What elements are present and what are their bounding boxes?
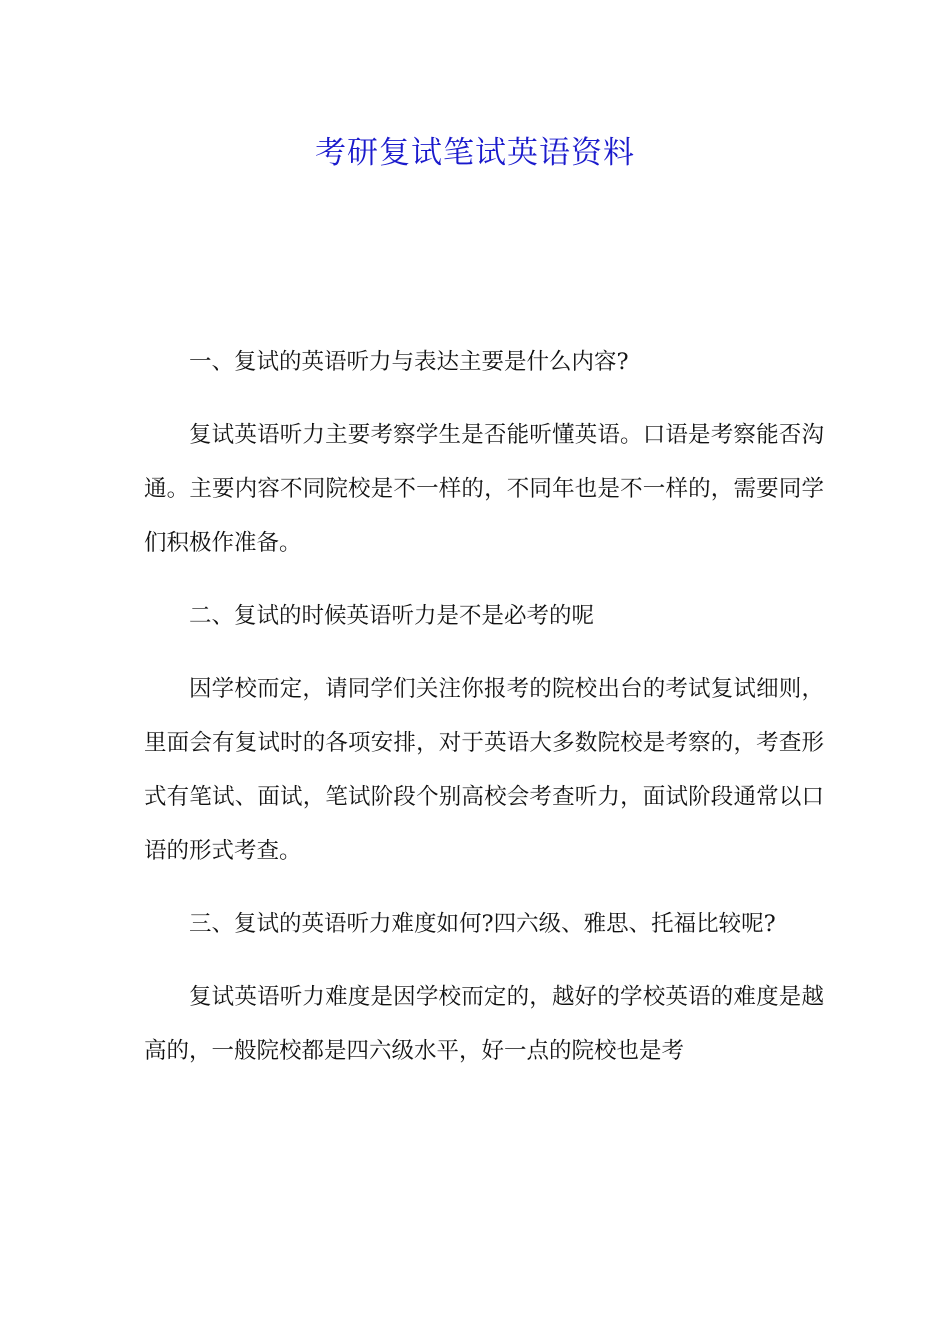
document-title: 考研复试笔试英语资料: [315, 135, 635, 171]
document-body: [144, 335, 824, 1097]
answer-paragraph-1: 复试英语听力主要考察学生是否能听懂英语。口语是考察能否沟通。主要内容不同院校是不一样的，不同年也是不一样的，需要同学们积极作准备。: [144, 422, 824, 556]
question-heading-2: 二、复试的时候英语听力是不是必考的呢: [189, 603, 595, 629]
answer-paragraph-3: 复试英语听力难度是因学校而定的，越好的学校英语的难度是越高的，一般院校都是四六级水平，好一点的院校也是考: [144, 984, 824, 1064]
answer-paragraph-2: 因学校而定，请同学们关注你报考的院校出台的考试复试细则，里面会有复试时的各项安排，对于英语大多数院校是考察的，考查形式有笔试、面试，笔试阶段个别高校会考查听力，面试阶段通常以口语的形式考查。: [144, 676, 824, 864]
question-heading-1: 一、复试的英语听力与表达主要是什么内容?: [189, 349, 629, 375]
question-heading-3: 三、复试的英语听力难度如何?四六级、雅思、托福比较呢?: [189, 911, 776, 937]
